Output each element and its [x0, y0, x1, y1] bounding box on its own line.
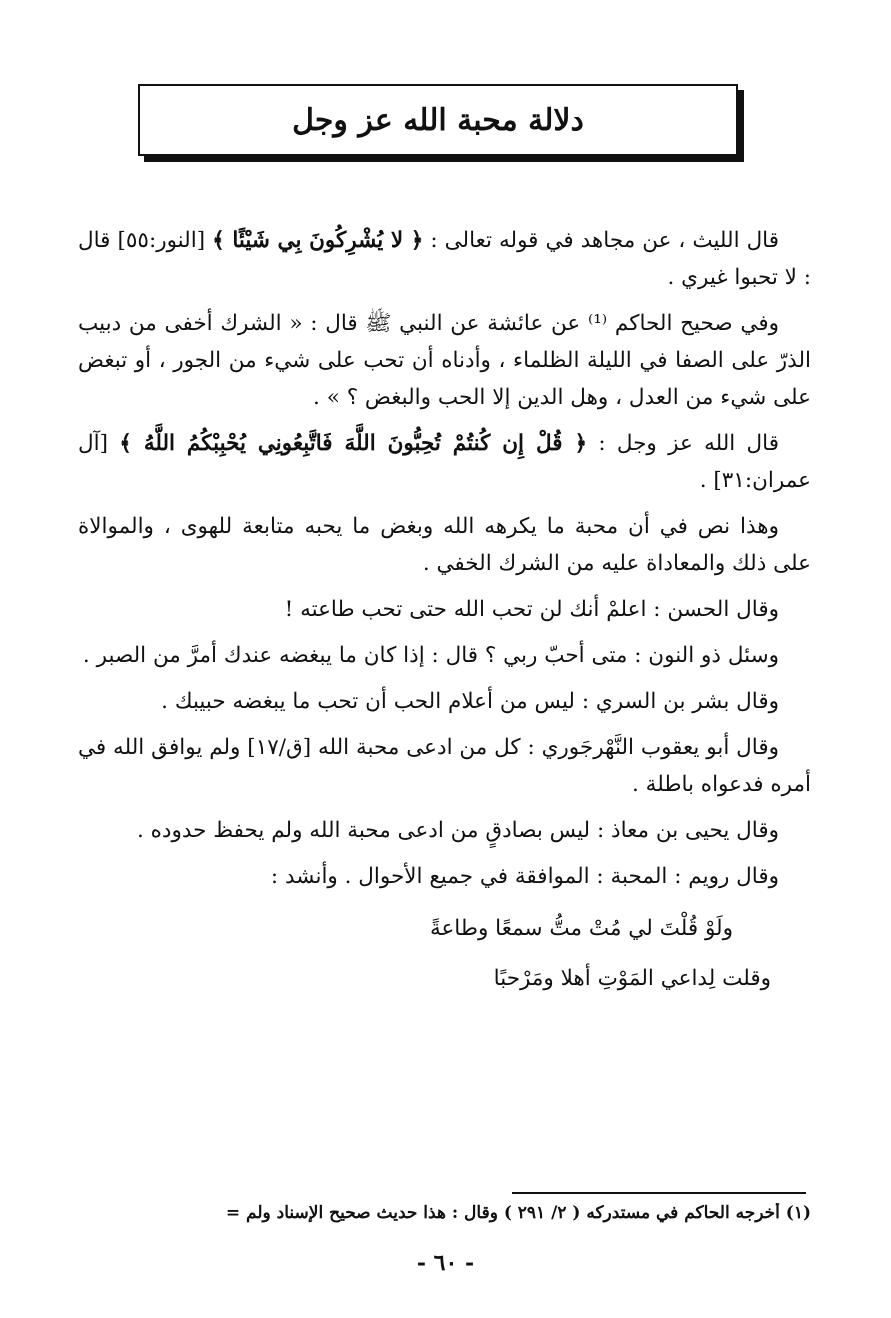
paragraph: وهذا نص في أن محبة ما يكرهه الله وبغض ما يحبه متابعة للهوى ، والموالاة على ذلك والمعاداة عليه من الشرك الخفي . — [78, 514, 811, 576]
paragraph: وقال بشر بن السري : ليس من أعلام الحب أن تحب ما يبغضه حبيبك . — [161, 689, 779, 714]
chapter-title: دلالة محبة الله عز وجل — [292, 102, 584, 138]
quran-quote: ﴿ قُلْ إِن كُنتُمْ تُحِبُّونَ اللَّهَ فَاتَّبِعُونِي يُحْبِبْكُمُ اللَّهُ ﴾ — [119, 431, 588, 456]
poem-verse-2: وقلت لِداعي المَوْتِ أهلا ومَرْحبًا — [493, 966, 771, 991]
paragraph: وقال يحيى بن معاذ : ليس بصادقٍ من ادعى محبة الله ولم يحفظ حدوده . — [136, 818, 779, 843]
paragraph: وقال الحسن : اعلمْ أنك لن تحب الله حتى تحب طاعته ! — [284, 597, 779, 622]
paragraph: قال الله عز وجل : ﴿ قُلْ إِن كُنتُمْ تُحِبُّونَ اللَّهَ فَاتَّبِعُونِي يُحْبِبْكُمُ اللَّهُ ﴾ [آل عمران:٣١] . — [78, 431, 811, 493]
paragraph: وقال رويم : المحبة : الموافقة في جميع الأحوال . وأنشد : — [270, 864, 779, 889]
paragraph: وفي صحيح الحاكم ⁽¹⁾ عن عائشة عن النبي ﷺ قال : « الشرك أخفى من دبيب الذرّ على الصفا في الليلة الظلماء ، وأدناه أن تحب على شيء من الجور ، أو تبغض على شيء من العدل ، وهل الدين إلا الحب والبغض ؟ » . — [78, 311, 811, 410]
page-number: - ٦٠ - — [416, 1250, 475, 1276]
quran-quote: ﴿ لا يُشْرِكُونَ بِي شَيْئًا ﴾ — [212, 228, 424, 253]
paragraph: وقال أبو يعقوب النَّهْرجَوري : كل من ادعى محبة الله [ق/١٧] ولم يوافق الله في أمره فدعواه باطلة . — [78, 735, 811, 797]
footnote-divider — [512, 1192, 806, 1194]
chapter-title-box — [138, 84, 738, 156]
paragraph: وسئل ذو النون : متى أحبّ ربي ؟ قال : إذا كان ما يبغضه عندك أمرَّ من الصبر . — [82, 643, 779, 668]
poem-verse-1: ولَوْ قُلْتَ لي مُتْ متُّ سمعًا وطاعةً — [429, 916, 733, 941]
body-text — [78, 222, 811, 1004]
footnote: (١) أخرجه الحاكم في مستدركه ( ٢/ ٢٩١ ) وقال : هذا حديث صحيح الإسناد ولم = — [225, 1203, 811, 1223]
paragraph: قال الليث ، عن مجاهد في قوله تعالى : ﴿ لا يُشْرِكُونَ بِي شَيْئًا ﴾ [النور:٥٥] قال : لا تحبوا غيري . — [78, 228, 811, 290]
